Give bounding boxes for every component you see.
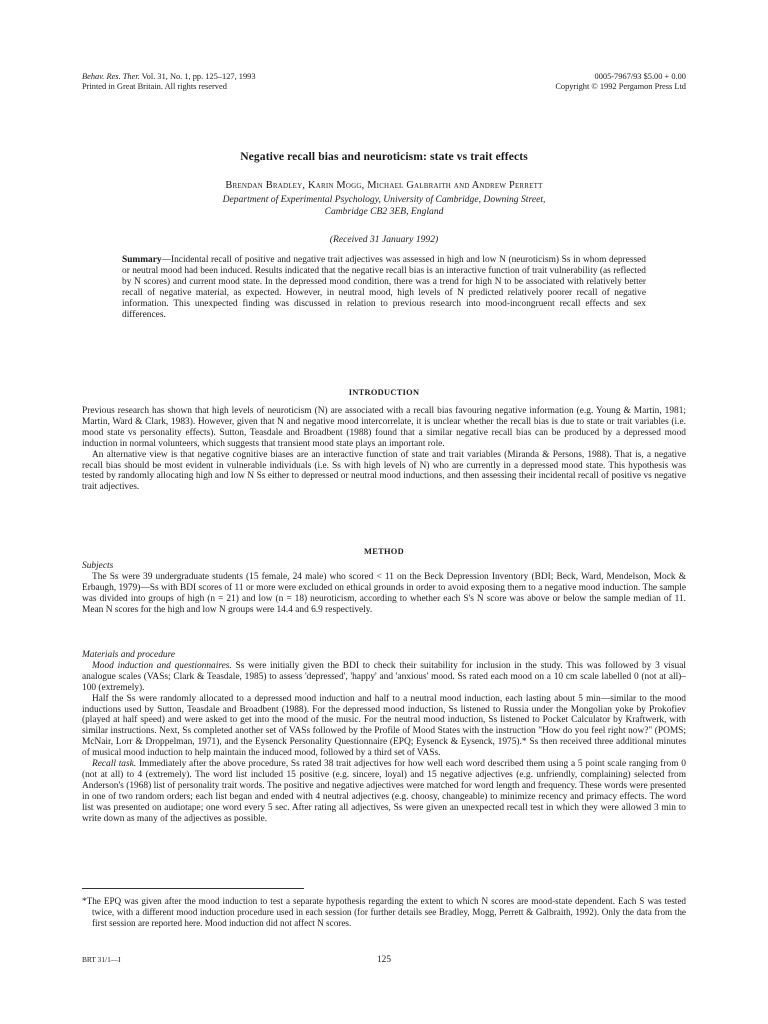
- affiliation-line-1: Department of Experimental Psychology, University of Cambridge, Downing Street,: [222, 194, 546, 205]
- footnote-text: *The EPQ was given after the mood induction to test a separate hypothesis regarding the extent to which N scores are mood-state dependent. Each S was tested twice, with a different mood induction procedure used in each session (for further details see Bradley, Mogg, Perrett & Galbraith, 1992). Only the data from the first session are reported here. Mood induction did not affect N scores.: [82, 896, 686, 928]
- journal-citation: [82, 72, 256, 92]
- abstract-text: —Incidental recall of positive and negative trait adjectives was assessed in high and low N (neuroticism) Ss in whom depressed or neutral mood had been induced. Results indicated that the negative recall bias is an interactive function of trait vulnerability (as reflected by N scores) and current mood state. In the depressed mood condition, there was a trend for high N to be associated with relatively better recall of negative material, as expected. However, in neutral mood, high levels of N predicted relatively poorer recall of negative information. This unexpected finding was discussed in relation to previous research into mood-incongruent recall effects and sex differences.: [122, 255, 646, 321]
- journal-name: Behav. Res. Ther.: [82, 72, 140, 81]
- materials-heading: Materials and procedure: [82, 650, 176, 660]
- recall-task-text: Immediately after the above procedure, Ss rated 38 trait adjectives for how well each word described them using a 5 point scale ranging from 0 (not at all) to 4 (extremely). The word list included 15 positive (e.g. sincere, loyal) and 15 negative adjectives (e.g. unfriendly, complaining) selected from Anderson's (1968) list of personality trait words. The positive and negative adjectives were matched for word length and frequency. These words were presented in one of two random orders; each list began and ended with 4 neutral adjectives (e.g. choosy, changeable) to minimize recency and primacy effects. The word list was presented on audiotape; one word every 5 sec. After rating all adjectives, Ss were given an unexpected recall test in which they were allowed 3 min to write down as many of the adjectives as possible.: [82, 759, 686, 824]
- copyright: Copyright © 1992 Pergamon Press Ltd: [555, 82, 686, 91]
- footnote: [82, 896, 686, 928]
- subjects-heading: Subjects: [82, 561, 114, 571]
- printed-notice: Printed in Great Britain. All rights reserved: [82, 82, 227, 91]
- abstract: [122, 255, 646, 322]
- article-code: BRT 31/1—I: [82, 955, 121, 964]
- issn: 0005-7967/93 $5.00 + 0.00: [594, 72, 686, 81]
- copyright-block: [555, 72, 686, 92]
- page-number: 125: [376, 955, 392, 965]
- abstract-label: Summary: [122, 255, 162, 265]
- mood-induction-runin: Mood induction and questionnaires.: [92, 660, 232, 671]
- footnote-rule: [82, 888, 304, 889]
- author-list: Brendan Bradley, Karin Mogg, Michael Galbraith and Andrew Perrett: [225, 180, 543, 191]
- received-date: (Received 31 January 1992): [329, 234, 439, 245]
- allocation-paragraph: Half the Ss were randomly allocated to a depressed mood induction and half to a neutral mood induction, each lasting about 5 min—similar to the mood inductions used by Sutton, Teasdale and Broadbent (1988). For the depressed mood induction, Ss listened to Russia under the Mongolian yoke by Prokofiev (played at half speed) and were asked to get into the mood of the music. For the neutral mood induction, Ss listened to Pocket Calculator by Kraftwerk, with similar instructions. Next, Ss completed another set of VASs followed by the Profile of Mood States with the instruction "How do you feel right now?" (POMS; McNair, Lorr & Droppelman, 1971), and the Eysenck Personality Questionnaire (EPQ; Eysenck & Eysenck, 1975).* Ss then received three additional minutes of musical mood induction to help maintain the induced mood, followed by a third set of VASs.: [82, 693, 686, 759]
- mood-induction-text: Ss were initially given the BDI to check their suitability for inclusion in the study. This was followed by 3 visual analogue scales (VASs; Clark & Teasdale, 1985) to assess 'depressed', 'happy' and 'anxious' mood. Ss rated each mood on a 10 cm scale labelled 0 (not at all)–100 (extremely).: [82, 660, 686, 693]
- introduction-paragraph-1: Previous research has shown that high levels of neuroticism (N) are associated with a recall bias favouring negative information (e.g. Young & Martin, 1981; Martin, Ward & Clark, 1983). However, given that N and negative mood intercorrelate, it is unclear whether the recall bias is due to state or trait variables (i.e. mood state vs personality effects). Sutton, Teasdale and Broadbent (1988) found that a similar negative recall bias can be produced by a depressed mood induction in normal volunteers, which suggests that transient mood state plays an important role.: [82, 406, 686, 449]
- subjects-paragraph: The Ss were 39 undergraduate students (15 female, 24 male) who scored < 11 on the Beck Depression Inventory (BDI; Beck, Ward, Mendelson, Mock & Erbaugh, 1979)—Ss with BDI scores of 11 or more were excluded on ethical grounds in order to avoid exposing them to a negative mood induction. The sample was divided into groups of high (n = 21) and low (n = 18) neuroticism, according to whether each S's N score was above or below the sample median of 11. Mean N scores for the high and low N groups were 14.4 and 6.9 respectively.: [82, 571, 686, 615]
- recall-task-paragraph: [82, 759, 686, 824]
- introduction-heading: INTRODUCTION: [348, 388, 420, 397]
- affiliation-line-2: Cambridge CB2 3EB, England: [324, 205, 444, 217]
- mood-induction-paragraph: [82, 661, 686, 694]
- recall-task-runin: Recall task.: [92, 759, 137, 770]
- materials-section: [82, 650, 686, 825]
- affiliation: [0, 194, 768, 217]
- subjects-section: [82, 561, 686, 616]
- volume-info: Vol. 31, No. 1, pp. 125–127, 1993: [139, 72, 256, 81]
- method-heading: METHOD: [364, 547, 404, 556]
- paper-title: Negative recall bias and neuroticism: state vs trait effects: [240, 150, 528, 163]
- introduction-paragraph-2: An alternative view is that negative cognitive biases are an interactive function of state and trait variables (Miranda & Persons, 1988). That is, a negative recall bias should be most evident in vulnerable individuals (i.e. Ss with high levels of N) who are currently in a depressed mood state. This hypothesis was tested by randomly allocating high and low N Ss either to depressed or neutral mood inductions, and then assessing their incidental recall of positive vs negative trait adjectives.: [82, 449, 686, 493]
- introduction-section: [82, 406, 686, 493]
